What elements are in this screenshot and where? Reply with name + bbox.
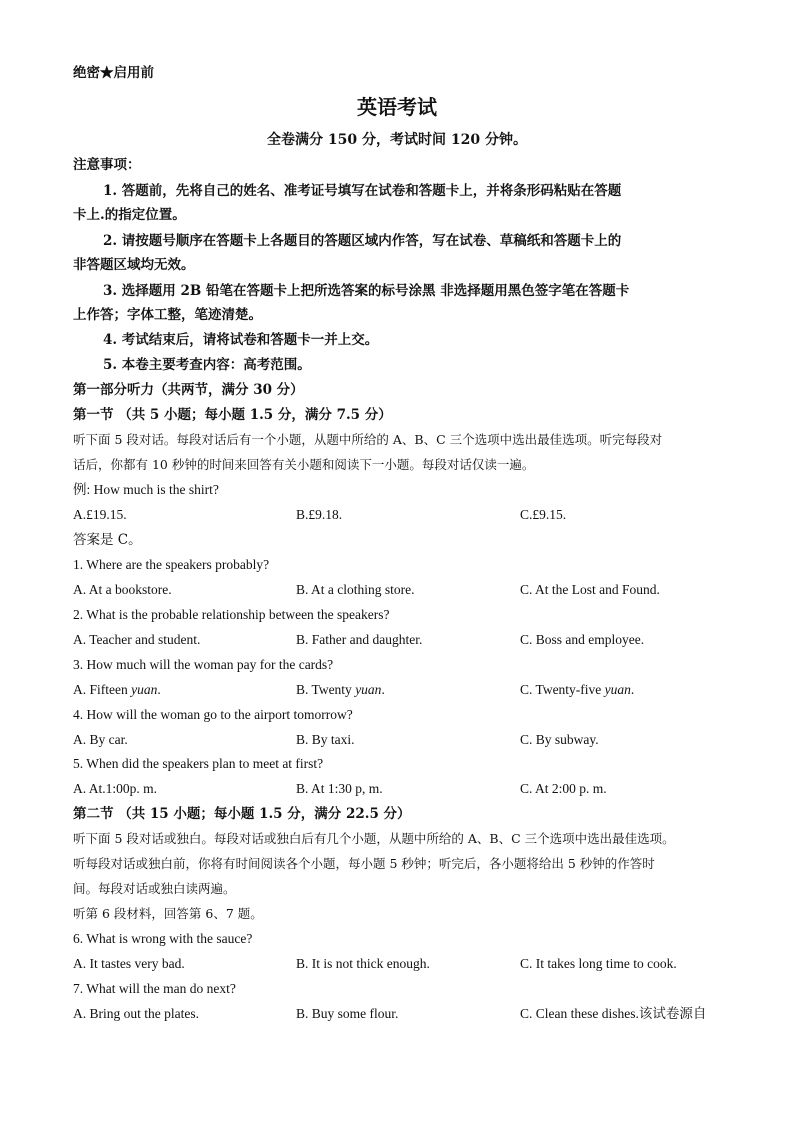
section2-heading: 第二节 （共 15 小题；每小题 1.5 分，满分 22.5 分） — [73, 806, 411, 822]
notice-heading: 注意事项： — [73, 157, 141, 173]
question-1: 1. Where are the speakers probably? — [73, 557, 270, 572]
question-6: 6. What is wrong with the sauce? — [73, 931, 253, 946]
q6-option-b: B. It is not thick enough. — [296, 956, 430, 971]
notice-item: 3. 选择题用 2B 铅笔在答题卡上把所选答案的标号涂黑 非选择题用黑色签字笔在答题卡 — [103, 283, 630, 299]
question-3: 3. How much will the woman pay for the cards? — [73, 657, 334, 672]
notice-item: 2. 请按题号顺序在答题卡上各题目的答题区域内作答，写在试卷、草稿纸和答题卡上的 — [103, 233, 622, 249]
q7-option-b: B. Buy some flour. — [296, 1006, 399, 1021]
section2-instruction: 听每段对话或独白前，你将有时间阅读各个小题，每小题 5 秒钟；听完后，各小题将给出 5 秒钟的作答时 — [73, 856, 655, 871]
question-4: 4. How will the woman go to the airport tomorrow? — [73, 707, 353, 722]
q3-option-a: A. Fifteen yuan. — [73, 682, 161, 697]
q1-option-c: C. At the Lost and Found. — [520, 582, 660, 597]
q2-option-a: A. Teacher and student. — [73, 632, 201, 647]
question-7: 7. What will the man do next? — [73, 981, 236, 996]
exam-subtitle: 全卷满分 150 分，考试时间 120 分钟。 — [267, 132, 527, 148]
notice-item: 上作答；字体工整，笔迹清楚。 — [73, 307, 262, 323]
q4-option-a: A. By car. — [73, 732, 128, 747]
example-option-c: C.£9.15. — [520, 507, 567, 522]
q7-option-a: A. Bring out the plates. — [73, 1006, 199, 1021]
q2-option-b: B. Father and daughter. — [296, 632, 423, 647]
notice-item: 5. 本卷主要考查内容：高考范围。 — [103, 357, 311, 373]
q2-option-c: C. Boss and employee. — [520, 632, 645, 647]
notice-item: 4. 考试结束后，请将试卷和答题卡一并上交。 — [103, 332, 379, 348]
q6-option-a: A. It tastes very bad. — [73, 956, 185, 971]
exam-title: 英语考试 — [357, 95, 437, 119]
example-question: 例: How much is the shirt? — [73, 482, 219, 497]
notice-item: 卡上.的指定位置。 — [73, 207, 186, 223]
material-6-heading: 听第 6 段材料，回答第 6、7 题。 — [73, 906, 263, 921]
secret-mark: 绝密★启用前 — [73, 65, 154, 81]
q3-option-b: B. Twenty yuan. — [296, 682, 385, 697]
example-answer: 答案是 C。 — [73, 532, 142, 548]
q1-option-b: B. At a clothing store. — [296, 582, 415, 597]
section1-heading: 第一节 （共 5 小题；每小题 1.5 分，满分 7.5 分） — [73, 407, 392, 423]
notice-item: 非答题区域均无效。 — [73, 257, 195, 273]
q4-option-c: C. By subway. — [520, 732, 599, 747]
section2-instruction: 间。每段对话或独白读两遍。 — [73, 881, 236, 896]
q4-option-b: B. By taxi. — [296, 732, 355, 747]
section1-instruction: 听下面 5 段对话。每段对话后有一个小题，从题中所给的 A、B、C 三个选项中选出最佳选项。听完每段对 — [73, 432, 663, 447]
q5-option-c: C. At 2:00 p. m. — [520, 781, 607, 796]
q5-option-b: B. At 1:30 p, m. — [296, 781, 383, 796]
section1-instruction: 话后，你都有 10 秒钟的时间来回答有关小题和阅读下一小题。每段对话仅读一遍。 — [73, 457, 535, 472]
section2-instruction: 听下面 5 段对话或独白。每段对话或独白后有几个小题，从题中所给的 A、B、C 三个选项中选出最佳选项。 — [73, 831, 675, 846]
q5-option-a: A. At.1:00p. m. — [73, 781, 158, 796]
example-option-b: B.£9.18. — [296, 507, 343, 522]
q6-option-c: C. It takes long time to cook. — [520, 956, 677, 971]
example-option-a: A.£19.15. — [73, 507, 127, 522]
part1-heading: 第一部分听力（共两节，满分 30 分） — [73, 382, 304, 398]
q7-option-c: C. Clean these dishes.该试卷源自 — [520, 1006, 707, 1021]
question-5: 5. When did the speakers plan to meet at first? — [73, 756, 324, 771]
notice-item: 1. 答题前，先将自己的姓名、准考证号填写在试卷和答题卡上，并将条形码粘贴在答题 — [103, 183, 622, 199]
question-2: 2. What is the probable relationship between the speakers? — [73, 607, 390, 622]
q3-option-c: C. Twenty-five yuan. — [520, 682, 635, 697]
q1-option-a: A. At a bookstore. — [73, 582, 172, 597]
